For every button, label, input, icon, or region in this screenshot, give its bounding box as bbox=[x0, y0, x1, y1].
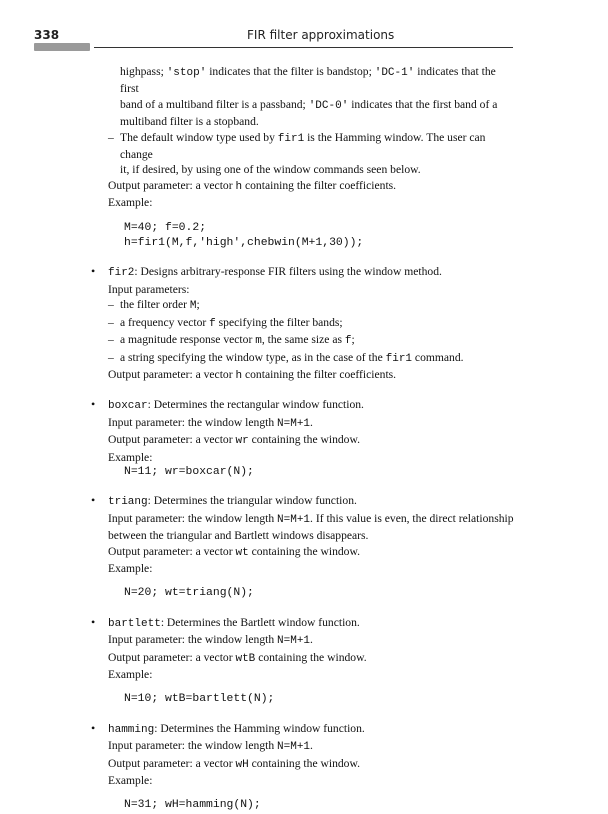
list-item: – the filter order M; bbox=[108, 298, 200, 313]
list-item: – a string specifying the window type, as in the case of the fir1 command. bbox=[108, 350, 464, 365]
list-item: – The default window type used by fir1 is the Hamming window. The user can change it, if desired, by using one of the window commands seen below. bbox=[108, 130, 516, 178]
output-parameter: Output parameter: a vector wtB containing the window. bbox=[108, 650, 367, 665]
input-parameter: Input parameter: the window length N=M+1. bbox=[108, 415, 313, 430]
page-number: 338 bbox=[34, 28, 60, 42]
triang-entry bbox=[91, 493, 516, 601]
example-label: Example: bbox=[108, 450, 153, 464]
input-parameter: Input parameter: the window length N=M+1. bbox=[108, 739, 313, 754]
boxcar-entry bbox=[91, 397, 516, 480]
list-item: – a frequency vector f specifying the filter bands; bbox=[108, 315, 343, 330]
page-body bbox=[91, 64, 516, 814]
example-label: Example: bbox=[108, 196, 153, 210]
entry-title: bartlett: Determines the Bartlett window function. bbox=[108, 615, 360, 630]
entry-title: boxcar: Determines the rectangular window function. bbox=[108, 398, 364, 413]
bullet-icon: • bbox=[91, 493, 96, 508]
code-line: N=10; wtB=bartlett(N); bbox=[124, 693, 275, 706]
text-line: highpass; 'stop' indicates that the filter is bandstop; 'DC-1' indicates that the first bbox=[120, 65, 496, 96]
example-label: Example: bbox=[108, 561, 153, 575]
code-line: h=fir1(M,f,'high',chebwin(M+1,30)); bbox=[124, 237, 364, 250]
input-parameter: Input parameter: the window length N=M+1. bbox=[108, 633, 313, 648]
code-line: N=20; wt=triang(N); bbox=[124, 587, 254, 600]
text-line: between the triangular and Bartlett windows disappears. bbox=[108, 529, 369, 543]
output-parameter: Output parameter: a vector h containing the filter coefficients. bbox=[108, 178, 397, 193]
output-parameter: Output parameter: a vector wH containing the window. bbox=[108, 756, 360, 771]
fir2-entry bbox=[91, 264, 516, 384]
header-tab-decoration bbox=[34, 43, 90, 51]
entry-title: hamming: Determines the Hamming window function. bbox=[108, 721, 365, 736]
text-line: it, if desired, by using one of the window commands seen below. bbox=[120, 163, 421, 177]
bullet-icon: • bbox=[91, 397, 96, 412]
text-line: multiband filter is a stopband. bbox=[120, 115, 259, 129]
bullet-icon: • bbox=[91, 720, 96, 735]
example-label: Example: bbox=[108, 668, 153, 681]
bullet-icon: • bbox=[91, 264, 96, 279]
code-line: M=40; f=0.2; bbox=[124, 221, 207, 234]
output-parameter: Output parameter: a vector wt containing the window. bbox=[108, 544, 360, 559]
bartlett-entry bbox=[91, 614, 516, 708]
list-item: – a magnitude response vector m, the same size as f; bbox=[108, 333, 355, 348]
entry-title: triang: Determines the triangular window function. bbox=[108, 494, 357, 509]
entry-title: fir2: Designs arbitrary-response FIR filters using the window method. bbox=[108, 265, 442, 280]
input-heading: Input parameters: bbox=[108, 282, 190, 296]
page-header bbox=[0, 0, 608, 60]
code-line: N=11; wr=boxcar(N); bbox=[124, 465, 254, 478]
running-title: FIR filter approximations bbox=[247, 28, 395, 42]
example-label: Example: bbox=[108, 774, 153, 788]
bullet-icon: • bbox=[91, 614, 96, 629]
header-rule bbox=[94, 47, 513, 48]
input-parameter: Input parameter: the window length N=M+1. If this value is even, the direct relationship bbox=[108, 511, 514, 526]
code-line: N=31; wH=hamming(N); bbox=[124, 799, 261, 812]
output-parameter: Output parameter: a vector h containing the filter coefficients. bbox=[108, 367, 397, 382]
output-parameter: Output parameter: a vector wr containing the window. bbox=[108, 433, 360, 448]
fir1-continuation bbox=[108, 64, 516, 130]
text-line: band of a multiband filter is a passband; 'DC-0' indicates that the first band of a bbox=[120, 97, 498, 112]
text-line: The default window type used by fir1 is the Hamming window. The user can change bbox=[120, 130, 486, 162]
